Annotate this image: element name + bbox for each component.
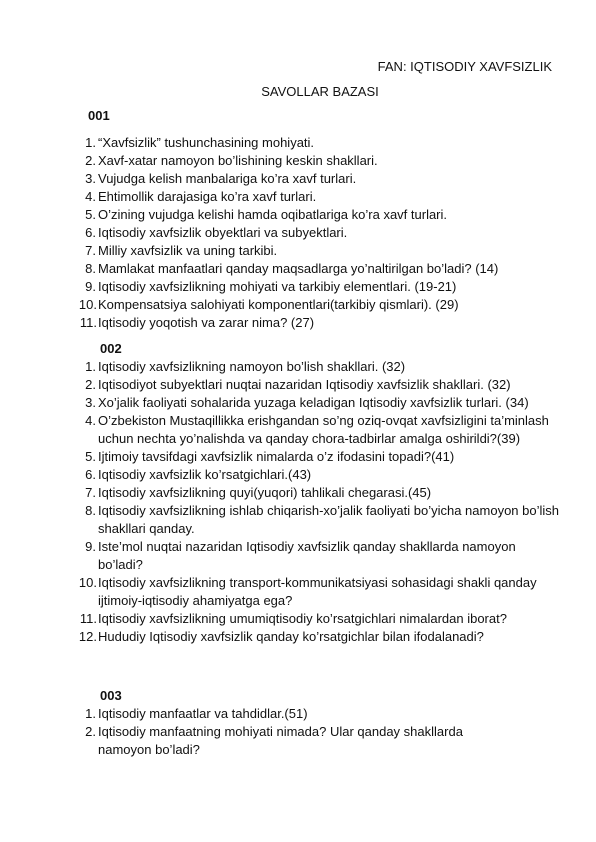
question-item xyxy=(85,538,563,574)
section-002-list xyxy=(78,358,563,646)
question-number: 2. xyxy=(85,153,96,168)
question-number: 5. xyxy=(85,207,96,222)
question-item xyxy=(85,242,558,260)
question-text: Milliy xavfsizlik va uning tarkibi. xyxy=(98,243,278,258)
question-number: 4. xyxy=(85,189,96,204)
question-number: 2. xyxy=(85,724,96,739)
section-002-code: 002 xyxy=(100,341,122,356)
question-number: 3. xyxy=(85,171,96,186)
question-item xyxy=(85,260,558,278)
question-text: O’zining vujudga kelishi hamda oqibatlariga ko’ra xavf turlari. xyxy=(98,207,448,222)
question-number: 1. xyxy=(85,135,96,150)
question-item xyxy=(78,628,563,646)
question-number: 3. xyxy=(85,395,96,410)
section-003-list xyxy=(85,705,488,759)
question-number: 8. xyxy=(85,503,96,518)
question-item xyxy=(85,134,558,152)
question-number: 11. xyxy=(79,315,97,330)
question-text: Iqtisodiy xavfsizlikning namoyon bo’lish shakllari. (32) xyxy=(98,359,406,374)
question-text: O’zbekiston Mustaqillikka erishgandan so’ng oziq-ovqat xavfsizligini ta’minlash uchun nechta yo’nalishda va qanday chora-tadbirlar amalga oshirildi?(39) xyxy=(98,413,549,446)
question-number: 9. xyxy=(85,539,96,554)
page-title: SAVOLLAR BAZASI xyxy=(261,84,379,99)
subject-heading: FAN: IQTISODIY XAVFSIZLIK xyxy=(377,59,552,74)
question-text: Iqtisodiy xavfsizlikning mohiyati va tarkibiy elementlari. (19-21) xyxy=(98,279,457,294)
question-text: Iqtisodiy manfaatlar va tahdidlar.(51) xyxy=(98,706,308,721)
question-item xyxy=(79,314,558,332)
question-item xyxy=(85,412,563,448)
question-number: 7. xyxy=(85,243,96,258)
question-item xyxy=(85,705,488,723)
question-item xyxy=(85,376,563,394)
question-text: Hududiy Iqtisodiy xavfsizlik qanday ko’rsatgichlar bilan ifodalanadi? xyxy=(98,629,484,644)
question-text: Iqtisodiy xavfsizlikning quyi(yuqori) tahlikali chegarasi.(45) xyxy=(98,485,432,500)
question-number: 12. xyxy=(78,629,97,644)
question-item xyxy=(85,358,563,376)
question-number: 2. xyxy=(85,377,96,392)
question-item xyxy=(85,448,563,466)
question-number: 7. xyxy=(85,485,96,500)
question-number: 6. xyxy=(85,467,96,482)
question-text: Iqtisodiy yoqotish va zarar nima? (27) xyxy=(98,315,315,330)
question-number: 4. xyxy=(85,413,96,428)
question-text: Iqtisodiy manfaatning mohiyati nimada? Ular qanday shakllarda namoyon bo’ladi? xyxy=(98,724,463,757)
question-item xyxy=(85,278,558,296)
question-item xyxy=(85,502,563,538)
question-text: Iqtisodiy xavfsizlik obyektlari va subyektlari. xyxy=(98,225,348,240)
section-001-list xyxy=(78,134,558,332)
question-number: 10. xyxy=(78,575,97,590)
question-item xyxy=(78,296,558,314)
question-item xyxy=(79,610,563,628)
question-text: Iqtisodiyot subyektlari nuqtai nazaridan Iqtisodiy xavfsizlik shakllari. (32) xyxy=(98,377,511,392)
question-number: 10. xyxy=(78,297,97,312)
question-text: Iqtisodiy xavfsizlikning umumiqtisodiy ko’rsatgichlari nimalardan iborat? xyxy=(98,611,507,626)
question-item xyxy=(85,152,558,170)
question-number: 8. xyxy=(85,261,96,276)
question-text: Vujudga kelish manbalariga ko’ra xavf turlari. xyxy=(98,171,357,186)
question-item xyxy=(85,170,558,188)
question-item xyxy=(85,723,488,759)
question-text: Iqtisodiy xavfsizlikning transport-kommunikatsiyasi sohasidagi shakli qanday ijtimoiy-iqtisodiy ahamiyatga ega? xyxy=(98,575,537,608)
question-number: 9. xyxy=(85,279,96,294)
question-item xyxy=(85,188,558,206)
question-number: 11. xyxy=(79,611,97,626)
section-001-code: 001 xyxy=(88,108,110,123)
question-item xyxy=(78,574,563,610)
question-text: Ehtimollik darajasiga ko’ra xavf turlari. xyxy=(98,189,317,204)
question-text: Iqtisodiy xavfsizlik ko’rsatgichlari.(43) xyxy=(98,467,312,482)
question-text: Kompensatsiya salohiyati komponentlari(tarkibiy qismlari). (29) xyxy=(98,297,459,312)
question-number: 1. xyxy=(85,706,96,721)
question-text: Iqtisodiy xavfsizlikning ishlab chiqarish-xo’jalik faoliyati bo’yicha namoyon bo’lish shakllari qanday. xyxy=(98,503,559,536)
question-number: 1. xyxy=(85,359,96,374)
question-text: Mamlakat manfaatlari qanday maqsadlarga yo’naltirilgan bo’ladi? (14) xyxy=(98,261,499,276)
question-number: 5. xyxy=(85,449,96,464)
question-text: Xavf-xatar namoyon bo’lishining keskin shakllari. xyxy=(98,153,378,168)
question-item xyxy=(85,206,558,224)
question-text: Iste’mol nuqtai nazaridan Iqtisodiy xavfsizlik qanday shakllarda namoyon bo’ladi? xyxy=(98,539,516,572)
section-003-code: 003 xyxy=(100,688,122,703)
question-text: Ijtimoiy tavsifdagi xavfsizlik nimalarda o’z ifodasini topadi?(41) xyxy=(98,449,455,464)
question-text: Xo’jalik faoliyati sohalarida yuzaga keladigan Iqtisodiy xavfsizlik turlari. (34) xyxy=(98,395,529,410)
question-item xyxy=(85,394,563,412)
question-text: “Xavfsizlik” tushunchasining mohiyati. xyxy=(98,135,315,150)
question-item xyxy=(85,224,558,242)
question-item xyxy=(85,466,563,484)
question-number: 6. xyxy=(85,225,96,240)
question-item xyxy=(85,484,563,502)
